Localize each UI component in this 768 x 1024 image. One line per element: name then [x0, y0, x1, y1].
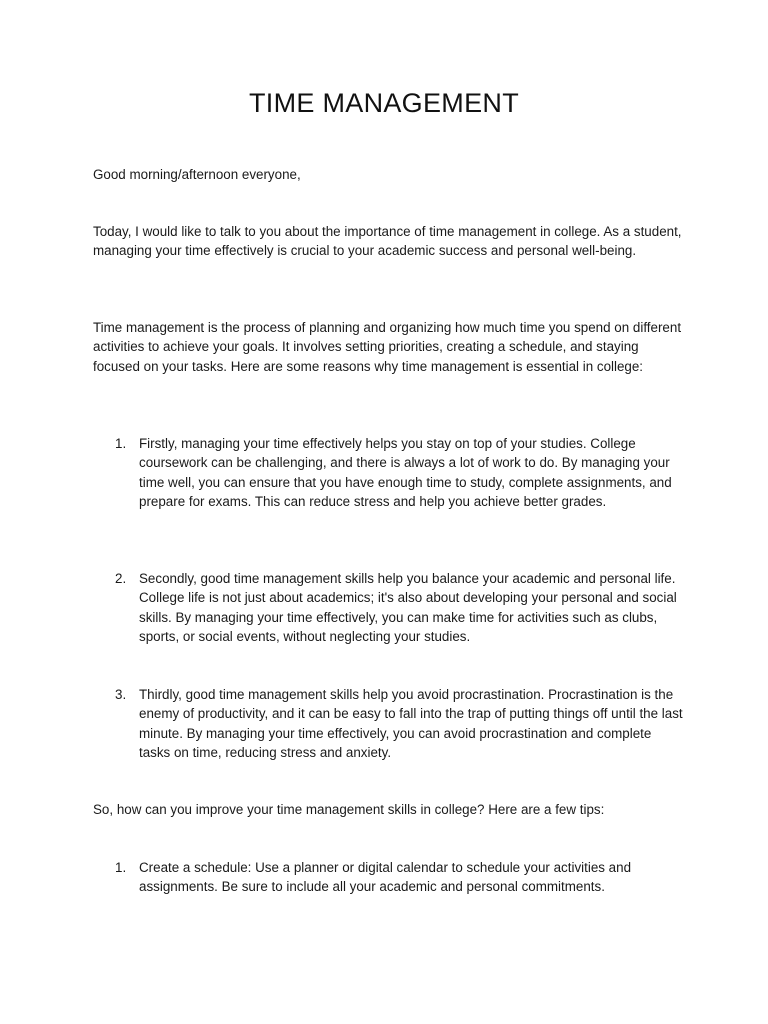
- definition-paragraph: Time management is the process of planning and organizing how much time you spend on different activities to achieve your goals. It involves setting priorities, creating a schedule, and staying focused on your tasks. Here are some reasons why time management is essential in college:: [93, 320, 682, 374]
- list-item: [93, 685, 683, 763]
- list-item-number: 3.: [115, 687, 127, 702]
- intro-paragraph: Today, I would like to talk to you about the importance of time management in college. As a student, managing your time effectively is crucial to your academic success and personal well-being.: [93, 224, 682, 259]
- tips-intro-paragraph: So, how can you improve your time management skills in college? Here are a few tips:: [93, 802, 605, 817]
- list-item-text: Firstly, managing your time effectively helps you stay on top of your studies. College coursework can be challenging, and there is always a lot of work to do. By managing your time well, you can ensure that you have enough time to study, complete assignments, and prepare for exams. This can reduce stress and help you achieve better grades.: [139, 436, 672, 510]
- list-item-text: Secondly, good time management skills help you balance your academic and personal life. College life is not just about academics; it's also about developing your personal and social skills. By managing your time effectively, you can make time for activities such as clubs, sports, or social events, without neglecting your studies.: [139, 571, 677, 645]
- list-item-number: 2.: [115, 571, 127, 586]
- page-title: TIME MANAGEMENT: [248, 88, 519, 118]
- list-item: [93, 434, 683, 512]
- list-item-number: 1.: [115, 436, 127, 451]
- list-item: [93, 569, 683, 647]
- list-item-text: Thirdly, good time management skills help you avoid procrastination. Procrastination is the enemy of productivity, and it can be easy to fall into the trap of putting things off until the last minute. By managing your time effectively, you can avoid procrastination and complete tasks on time, reducing stress and anxiety.: [139, 687, 683, 761]
- list-item-text: Create a schedule: Use a planner or digital calendar to schedule your activities and assignments. Be sure to include all your academic and personal commitments.: [139, 860, 632, 895]
- list-item-number: 1.: [115, 860, 127, 875]
- greeting-paragraph: Good morning/afternoon everyone,: [93, 167, 301, 182]
- list-item: [93, 858, 683, 897]
